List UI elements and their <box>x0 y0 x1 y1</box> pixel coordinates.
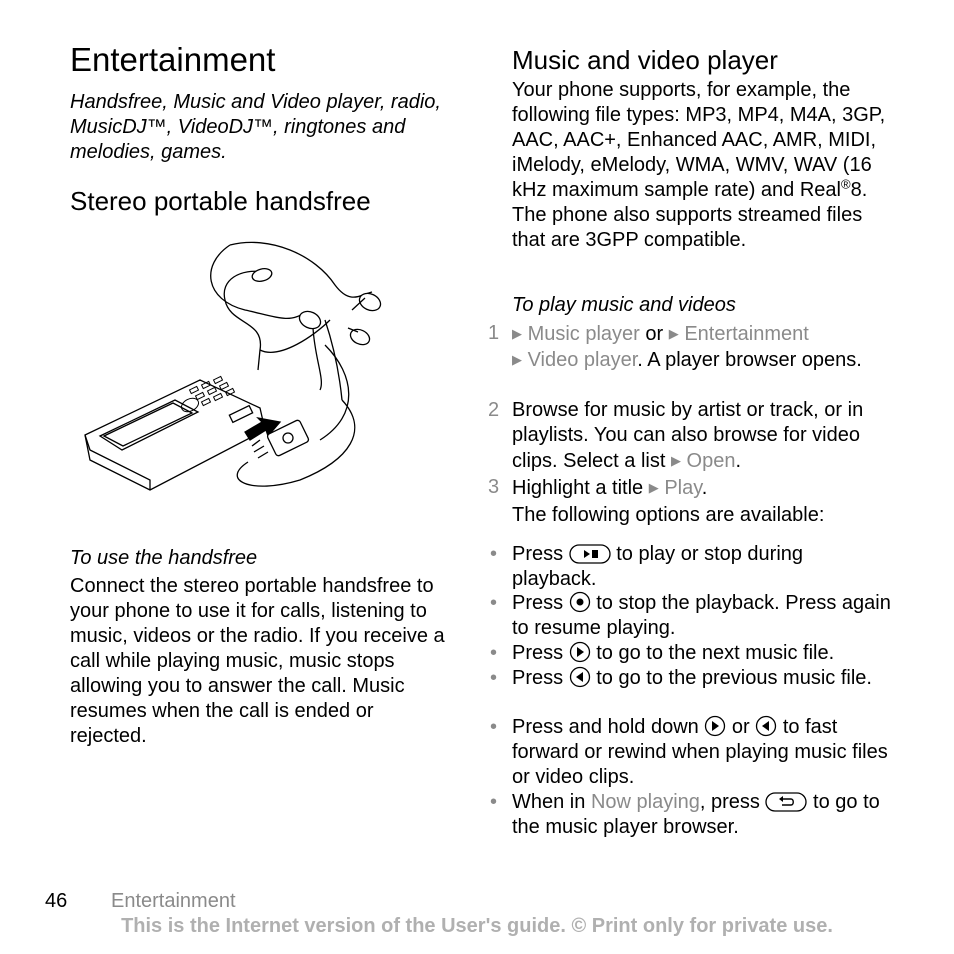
bullet-previous-file: • Press to go to the previous music file. <box>490 667 872 689</box>
options-intro: The following options are available: <box>512 504 825 526</box>
play-stop-key-icon <box>569 544 611 564</box>
music-intro-text-a: Your phone supports, for example, the following file types: MP3, MP4, M4A, 3GP, AAC, AAC+, Enhanced AAC, AMR, MIDI, iMelody, eMelody, WMA, WMV, WAV (16 kHz maximum sample rate) and Real <box>512 79 886 201</box>
bullet-text: to go to the music player browser. <box>512 791 880 838</box>
bullet-text: When in <box>512 791 586 813</box>
music-heading: Music and video player <box>512 45 778 75</box>
chapter-intro: Handsfree, Music and Video player, radio, MusicDJ™, VideoDJ™, ringtones and melodies, games. <box>70 91 441 163</box>
center-select-key-icon <box>569 591 591 613</box>
step-2-end: . <box>735 450 742 472</box>
bullet-text: Press <box>512 667 564 689</box>
bullet-fast-forward-rewind: • Press and hold down or to fast forward or rewind when playing music files or video clips. <box>490 716 888 788</box>
bullet-text: to play or stop during playback. <box>512 543 804 590</box>
menu-arrow-icon: ▶ <box>512 352 522 367</box>
bullet-text: to go to the next music file. <box>596 642 835 664</box>
menu-arrow-icon: ▶ <box>670 453 681 468</box>
registered-mark: ® <box>841 176 851 192</box>
menu-video-player: Video player <box>527 349 638 371</box>
nav-left-key-icon <box>755 715 777 737</box>
play-music-subheading: To play music and videos <box>512 294 736 316</box>
nav-right-key-icon <box>569 641 591 663</box>
handsfree-subheading: To use the handsfree <box>70 547 258 569</box>
menu-entertainment: Entertainment <box>684 323 809 345</box>
menu-now-playing: Now playing <box>590 791 700 813</box>
step-1 <box>488 321 892 373</box>
bullet-stop-playback: • Press to stop the playback. Press again to resume playing. <box>490 592 891 639</box>
footer-note: This is the Internet version of the User's guide. © Print only for private use. <box>121 915 833 937</box>
step-2-text: Browse for music by artist or track, or in playlists. You can also browse for video clips. Select a list <box>512 399 864 472</box>
bullet-text: Press and hold down <box>512 716 699 738</box>
bullet-next-file: • Press to go to the next music file. <box>490 642 835 664</box>
menu-play: Play <box>664 477 702 499</box>
page-number: 46 <box>45 890 68 912</box>
nav-left-key-icon <box>569 666 591 688</box>
step-or: or <box>645 323 664 345</box>
back-key-icon <box>765 792 807 812</box>
music-intro-text-b: 8. The phone also supports streamed files that are 3GPP compatible. <box>512 179 868 251</box>
menu-arrow-icon: ▶ <box>648 480 659 495</box>
bullet-text: , press <box>699 791 760 813</box>
step-2 <box>488 398 892 474</box>
step-1-rest: . A player browser opens. <box>637 349 862 371</box>
step-3-text: Highlight a title <box>512 477 644 499</box>
nav-right-key-icon <box>704 715 726 737</box>
bullet-text: Press <box>512 592 564 614</box>
menu-music-player: Music player <box>527 323 640 345</box>
step-number: 2 <box>488 399 500 421</box>
bullet-text: Press <box>512 642 564 664</box>
page-title: Entertainment <box>70 41 276 78</box>
music-intro-paragraph <box>512 78 892 253</box>
step-3 <box>488 475 892 501</box>
bullet-text: to stop the playback. Press again to resume playing. <box>512 592 891 639</box>
handsfree-body: Connect the stereo portable handsfree to your phone to use it for calls, listening to music, videos or the radio. If you receive a call while playing music, music stops allowing you to answer the call. Music resumes when the call is ended or rejected. <box>70 575 445 747</box>
step-number: 3 <box>488 476 500 498</box>
bullet-text: to fast forward or rewind when playing music files or video clips. <box>512 716 888 788</box>
bullet-play-stop: • Press to play or stop during playback. <box>490 543 804 590</box>
handsfree-illustration <box>80 240 400 495</box>
bullet-text: Press <box>512 543 564 565</box>
step-number: 1 <box>488 322 500 344</box>
bullet-text: to go to the previous music file. <box>596 667 872 689</box>
step-3-end: . <box>701 477 708 499</box>
bullet-now-playing: • When in Now playing, press to go to the music player browser. <box>490 791 880 838</box>
handsfree-heading: Stereo portable handsfree <box>70 186 371 216</box>
menu-arrow-icon: ▶ <box>512 326 522 341</box>
menu-arrow-icon: ▶ <box>668 326 679 341</box>
bullet-or: or <box>731 716 750 738</box>
footer-section: Entertainment <box>111 890 236 912</box>
menu-open: Open <box>686 450 736 472</box>
